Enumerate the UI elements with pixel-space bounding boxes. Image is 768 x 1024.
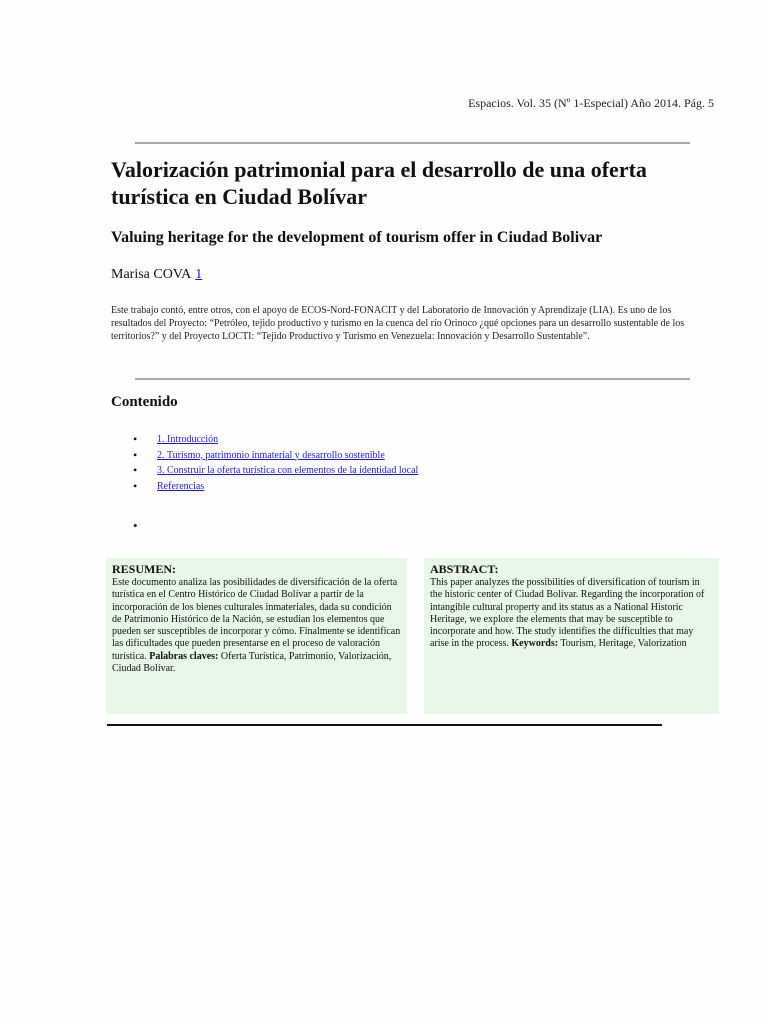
abstract-body — [430, 577, 714, 651]
table-of-contents — [133, 432, 418, 494]
resumen-body — [112, 577, 402, 675]
author-footnote-link[interactable]: 1 — [195, 267, 203, 282]
article-subtitle-english: Valuing heritage for the development of tourism offer in Ciudad Bolivar — [111, 229, 603, 246]
bottom-divider — [107, 724, 662, 726]
bullet-icon: • — [133, 478, 138, 493]
keywords-label: Keywords: — [511, 638, 559, 650]
toc-link-construir-oferta[interactable]: 3. Construir la oferta turística con elementos de la identidad local — [157, 465, 419, 476]
resumen-box — [106, 558, 407, 714]
bullet-icon: • — [133, 463, 138, 477]
toc-item — [133, 479, 418, 495]
contents-heading: Contenido — [111, 394, 178, 410]
palabras-claves-value: Oferta Turística, Patrimonio, Valorización, Ciudad Bolívar. — [112, 650, 392, 675]
toc-item — [133, 448, 418, 464]
toc-link-introduccion[interactable]: 1. Introducción — [157, 434, 219, 445]
author-line — [111, 267, 202, 283]
article-title: Valorización patrimonial para el desarrollo de una oferta turística en Ciudad Bolívar — [111, 157, 647, 209]
toc-item — [133, 463, 418, 479]
middle-divider — [135, 378, 690, 380]
empty-bullet-icon: • — [133, 518, 138, 533]
resumen-heading: RESUMEN: — [112, 562, 177, 576]
keywords-value: Tourism, Heritage, Valorization — [560, 638, 687, 650]
toc-link-turismo-patrimonio[interactable]: 2. Turismo, patrimonio inmaterial y desarrollo sostenible — [157, 449, 385, 461]
journal-citation: Espacios. Vol. 35 (Nº 1-Especial) Año 2014. Pág. 5 — [468, 96, 714, 110]
top-divider — [135, 142, 690, 144]
palabras-claves-label: Palabras claves: — [149, 650, 219, 662]
bullet-icon: • — [133, 432, 138, 446]
resumen-text: Este documento analiza las posibilidades de diversificación de la oferta turística en el Centro Histórico de Ciudad Bolívar a partir de la incorporación de los bienes culturales inmateriales, dada su condición de Patrimonio Histórico de la Nación, se estudian los elementos que pueden ser susceptibles de incorporar y cómo. Finalmente se identifican las dificultades que pueden presentarse en el proceso de valoración turística. — [112, 577, 401, 662]
toc-item — [133, 432, 418, 448]
toc-link-referencias[interactable]: Referencias — [157, 480, 205, 492]
bullet-icon: • — [133, 447, 138, 462]
abstract-text: This paper analyzes the possibilities of diversification of tourism in the historic center of Ciudad Bolívar. Regarding the incorporation of intangible cultural property and its status as a National Historic Heritage, we explore the elements that may be susceptible to incorporate and how. The study identifies the difficulties that may arise in the process. — [430, 577, 705, 650]
funding-note: Este trabajo contó, entre otros, con el apoyo de ECOS-Nord-FONACIT y del Laboratorio de Innovación y Aprendizaje (LIA). Es uno de los resultados del Proyecto: “Petróleo, tejido productivo y turismo en la cuenca del río Orinoco ¿qué opciones para un desarrollo sustentable de los territorios?” y del Proyecto LOCTI: “Tejido Productivo y Turismo en Venezuela: Innovación y Desarrollo Sustentable”. — [111, 305, 685, 342]
author-name: Marisa COVA — [111, 267, 192, 282]
abstract-heading: ABSTRACT: — [430, 562, 499, 576]
abstract-box — [424, 558, 719, 714]
